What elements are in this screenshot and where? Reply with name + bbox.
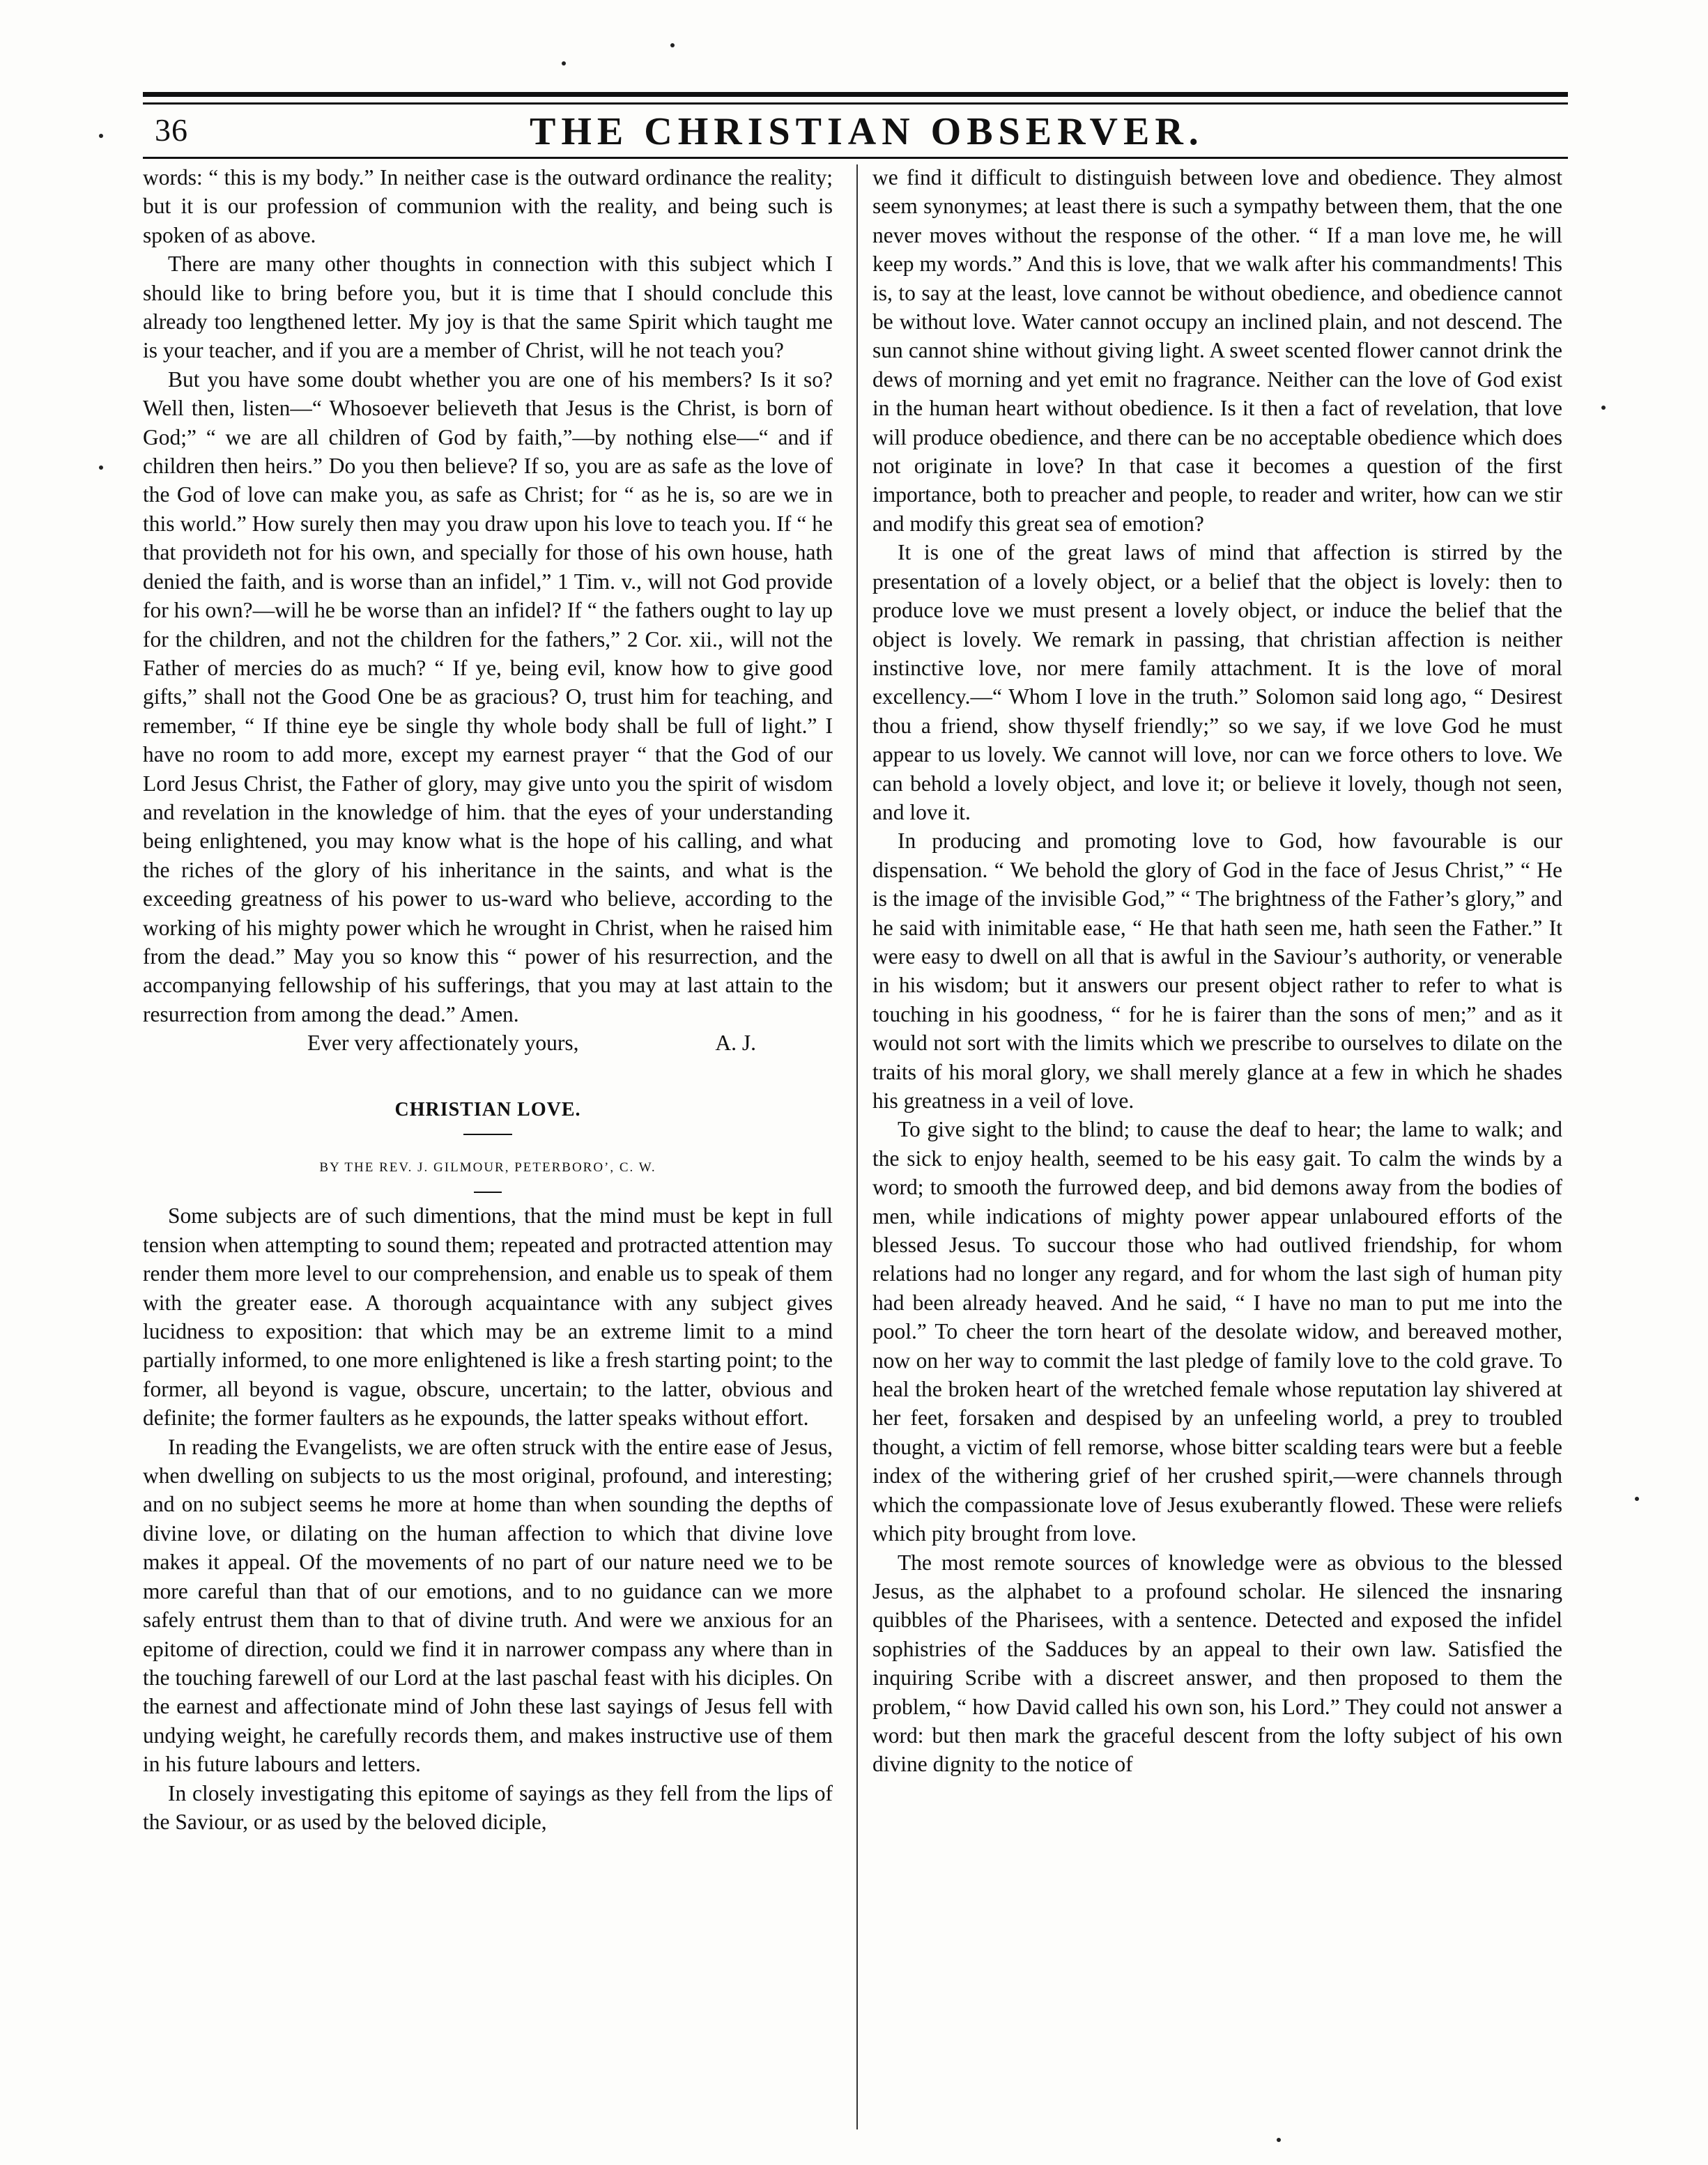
paragraph: In producing and promoting love to God, how favourable is our dispensation. “ We behold the glory of God in the face of Jesus Christ,” “ He is the image of the invisible God,” “ The brightness of the Father’s glory,” and he said with inimitable ease, “ He that hath seen me, hath seen the Father.” It were easy to dwell on all that is awful in the Saviour’s authority, or venerable in his wisdom; but it answers our present object rather to refer to what is touching in his goodness, “ for he is fairer than the sons of men;” and as it would not sort with the limits which we prescribe to ourselves to dilate on the traits of his moral glory, we shall merely glance at a few in which he shades his greatness in a veil of love. [872, 829, 1562, 1113]
author-initials: A. J. [715, 1031, 756, 1056]
header-underline [143, 157, 1568, 159]
closing-salutation: Ever very affectionately yours, [307, 1031, 579, 1056]
print-speck [562, 61, 566, 66]
paragraph: words: “ this is my body.” In neither case is the outward ordinance the reality; but it is our profession of communion with the reality, and being such is spoken of as above. [143, 165, 833, 247]
header-double-rule-thick [143, 92, 1568, 97]
print-speck [99, 134, 103, 138]
paragraph: In closely investigating this epitome of sayings as they fell from the lips of the Saviour, or as used by the beloved diciple, [143, 1780, 833, 1834]
paragraph: The most remote sources of knowledge were as obvious to the blessed Jesus, as the alphabet to a profound scholar. He silenced the insnaring quibbles of the Pharisees, with a sentence. Detected and exposed the infidel sophistries of the Sadduces by an appeal to their own law. Satisfied the inquiring Scribe with a discreet answer, and then proposed to them the problem, “ how David called his own son, his Lord.” They could not answer a word: but then mark the graceful descent from the lofty subject of his own divine dignity to the notice of [872, 1550, 1562, 1777]
left-column [143, 163, 833, 1836]
paragraph: Some subjects are of such dimentions, that the mind must be kept in full tension when attempting to sound them; repeated and protracted attention may render them more level to our comprehension, and enable us to speak of them with the greater ease. A thorough acquaintance with any subject gives lucidness to exposition: that which may be an extreme limit to a mind partially informed, to one more enlightened is like a fresh starting point; to the former, all beyond is vague, obscure, uncertain; to the latter, obvious and definite; the former faulters as he expounds, the latter speaks without effort. [143, 1203, 833, 1431]
paragraph: we find it difficult to distinguish between love and obedience. They almost seem synonymes; at least there is such a sympathy between them, that the one never moves without the response of the other. “ If a man love me, he will keep my words.” And this is love, that we walk after his commandments! This is, to say at the least, love cannot be without obedience, and obedience cannot be without love. Water cannot occupy an inclined plain, and not descend. The sun cannot shine without giving light. A sweet scented flower cannot drink the dews of morning and yet emit no fragrance. Neither can the love of God exist in the human heart without obedience. Is it then a fact of revelation, that love will produce obedience, and there can be no acceptable obedience which does not originate in love? In that case it becomes a question of the first importance, both to preacher and people, to reader and writer, how can we stir and modify this great sea of emotion? [872, 165, 1562, 536]
print-speck [1601, 406, 1606, 410]
print-speck [1277, 2138, 1281, 2142]
paragraph: It is one of the great laws of mind that affection is stirred by the presentation of a lovely object, or a belief that the object is lovely: then to produce love we must present a lovely object, or induce the belief that the object is lovely. We remark in passing, that christian affection is neither instinctive love, nor mere family attachment. It is the love of moral excellency.—“ Whom I love in the truth.” Solomon said long ago, “ Desirest thou a friend, show thyself friendly;” so we say, if we love God he must appear to us lovely. We cannot will love, nor can we force others to love. We can behold a lovely object, and love it; or believe it lovely, though not seen, and love it. [872, 540, 1562, 824]
paragraph: In reading the Evangelists, we are often struck with the entire ease of Jesus, when dwelling on subjects to us the most original, profound, and interesting; and on no subject seems he more at home than when sounding the depths of divine love, or dilating on the human affection to which that divine love makes it appeal. Of the movements of no part of our nature need we to be more careful than that of our emotions, and to no guidance can we more safely entrust them than to that of divine truth. And were we anxious for an epitome of direction, could we find it in narrower compass any where than in the touching farewell of our Lord at the last paschal feast with his diciples. On the earnest and affectionate mind of John these last sayings of Jesus fell with undying weight, he carefully records them, and makes instructive use of them in his future labours and letters. [143, 1434, 833, 1777]
print-speck [1635, 1497, 1639, 1501]
letter-signoff [143, 1028, 833, 1057]
page-number: 36 [155, 112, 188, 148]
print-speck [670, 43, 675, 47]
article-byline: BY THE REV. J. GILMOUR, PETERBORO’, C. W. [319, 1160, 656, 1175]
paragraph: To give sight to the blind; to cause the deaf to hear; the lame to walk; and the sick to enjoy health, seemed to be his easy gait. To calm the winds by a word; to smooth the furrowed deep, and bid demons away from the bodies of men, while indications of mighty power appear unlaboured efforts of the blessed Jesus. To succour those who had outlived friendship, for whom relations had no longer any regard, and for whom the last sigh of human pity had been already heaved. And he said, “ I have no man to put me into the pool.” To cheer the torn heart of the desolate widow, and bereaved mother, now on her way to commit the last pledge of family love to the cold grave. To heal the broken heart of the wretched female whose reputation lay shivered at her feet, forsaken and despised by an unfeeling world, a prey to troubled thought, a victim of fell remorse, whose bitter scalding tears were but a feeble index of the withering grief of her crushed spirit,—were channels through which the compassionate love of Jesus exuberantly flowed. These were reliefs which pity brought from love. [872, 1117, 1562, 1546]
paragraph: But you have some doubt whether you are one of his members? Is it so? Well then, listen—“ Whosoever believeth that Jesus is the Christ, is born of God;” “ we are all children of God by faith,”—by nothing else—“ and if children then heirs.” Do you then believe? If so, you are as safe as the love of the God of love can make you, as safe as Christ; for “ as he is, so are we in this world.” How surely then may you draw upon his love to teach you. If “ he that provideth not for his own, and specially for those of his own house, hath denied the faith, and is worse than an infidel,” 1 Tim. v., will not God provide for his own?—will he be worse than an infidel? If “ the fathers ought to lay up for the children, and not the children for the fathers,” 2 Cor. xii., will not the Father of mercies do as much? “ If ye, being evil, know how to give good gifts,” shall not the Good One be as gracious? O, trust him for teaching, and remember, “ If thine eye be single thy whole body shall be full of light.” I have no room to add more, except my earnest prayer “ that the God of our Lord Jesus Christ, the Father of glory, may give unto you the spirit of wisdom and revelation in the knowledge of him. that the eyes of your understanding being enlightened, you may know what is the hope of his calling, and what the riches of the glory of his inheritance in the saints, and what is the exceeding greatness of his power to us-ward who believe, according to the working of his mighty power which he wrought in Christ, when he raised him from the dead.” May you so know this “ power of his resurrection, and the accompanying fellowship of his sufferings, that you may at last attain to the resurrection from among the dead.” Amen. [143, 367, 833, 1026]
header-double-rule-thin [143, 102, 1568, 105]
print-speck [99, 465, 103, 470]
paragraph: There are many other thoughts in connection with this subject which I should like to bring before you, but it is time that I should conclude this already too lengthened letter. My joy is that the same Spirit which taught me is your teacher, and if you are a member of Christ, will he not teach you? [143, 252, 833, 363]
title-underline [463, 1134, 512, 1135]
article-title: CHRISTIAN LOVE. [394, 1098, 581, 1120]
column-divider [856, 164, 858, 2129]
byline-rule [474, 1192, 502, 1193]
right-column [872, 163, 1562, 1779]
running-head: THE CHRISTIAN OBSERVER. [530, 110, 1204, 153]
